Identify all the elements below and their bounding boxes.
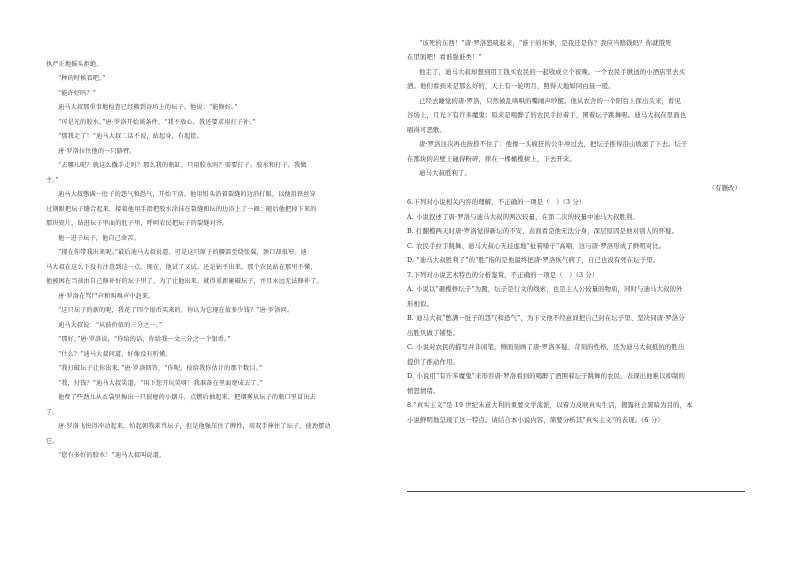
story-line: “能许好吗？” [58, 89, 97, 97]
story-line: 唐·罗洛在骂尸声和叫唤声中赶来。 [58, 292, 155, 300]
question-6-option-a: A. 小说叙述了唐·罗洛与迪马大叔的两次较量，在第二次的较量中迪马大叔胜利。 [407, 213, 640, 221]
story-line: 他费了些劲儿从衣袋里掏出一只很瘪的小烟斗，点燃后抽起来，把烟雾从坛子的瓶口里冒出去 [58, 394, 316, 401]
question-6-option-b: B. 打翻榄两天时唐·罗洛觉得新坛的不安，表面看是他无法分身，深层原因是他对别人的怀疑。 [407, 228, 679, 235]
question-8-stem: 8.“真实主义”是 19 世纪末意大利的重要文学流派，以着力反映真实生活，揭露社会黑暗为目的，本 [407, 402, 693, 409]
story-line: 酒。他们看到来是那么好的，天上有一轮明月，照得天地如同白昼一般。 [407, 83, 615, 90]
story-line: 唐·罗洛这次再也按捺不住了：他像一头疯狂的公牛冲过去，把坛子推得沿山坡滚了下去。坛子 [419, 141, 688, 148]
story-line: 唐·罗洛飞快得冲动起来，怕起朝我来骂坛子，但是他强压住了脾性，用双手捧住了坛子，使劲摆动 [58, 423, 331, 430]
story-line: 那块瓷片，钻进坛子里面的肚子里，呼呵农民把坛子的裂缝对齐。 [46, 220, 229, 227]
answer-line[interactable] [407, 491, 745, 492]
question-7-option-b: B. 迪马大叔“憋满一肚子的怨气和恐气”，为下文他不经意间把自己封在坛子里、坚决同唐·罗洛分 [407, 315, 685, 322]
story-line: 马大叔在这么下没有注意到这一点。现在，他试了又试，还是钻不出来。那个农民站在那里不懂， [46, 263, 317, 271]
story-line: “种的时候看吧。” [58, 75, 106, 82]
story-line: “什么？”迪马大叔问道，好像没有听懂。 [58, 350, 172, 358]
story-line: 已经去睡觉的唐·罗洛，只然被乱哄哄的嘴闹声吵醒。他从农舍的一个阳台上探出头来，看见 [419, 97, 681, 105]
story-line: 过钢眼把坛子缝合起来，接着他用手指把胶水涂抹在裂缝和坛的边沿上了一圈；随后他把掉下来的 [46, 205, 317, 213]
question-7-option-d: D. 小说用“有许多魔鬼”来形容唐·罗洛看到的喝醉了酒围着坛子跳舞的农民，表现出他难以抑制的 [407, 373, 686, 380]
story-line: 它。 [46, 437, 59, 445]
story-line: 主。” [46, 176, 59, 184]
story-line: 唐·罗洛拉住他的一只胳臂。 [58, 147, 136, 155]
story-line: “这只坛子的新的呢，我花了四个银币买来的。你认为它现在值多少钱？”唐·罗洛问。 [58, 307, 294, 314]
question-6-stem: 6.下列对小说相关内容的理解，不正确的一项是（ ）（3 分） [407, 199, 586, 206]
story-line: 在那块的岩壁上碰得粉碎，摔在一棵橄榄树上，下去开来。 [407, 155, 576, 163]
story-line: “那我走了！”迪马大叔二话不说，站起身，有起筐。 [58, 133, 203, 140]
story-line: 迪马大叔说：“从前价值的三分之一。” [58, 321, 163, 329]
story-line: “可是光的胶水，”唐·罗洛开始谈条件，“我不放心。我还要求用打子补。” [58, 118, 256, 126]
story-text-right [407, 37, 745, 429]
story-text-left [46, 58, 398, 464]
story-line: “现在你带我出来呢。”最后迪马大叔说道。可是这只原子的腰部至绕张翼，颈口却很窄。迪 [58, 249, 307, 256]
story-line: 谷场上，月光下有许多魔鬼；原来是喝醉了的农民手拉着手，围着坛子跳舞呢。迪马大叔在里面也 [407, 112, 687, 119]
question-7-option-c-cont: 提供了推动作用。 [407, 358, 459, 366]
question-7-option-a-cont: 形相似。 [407, 300, 433, 308]
story-line: 执严正地摇头拒绝。 [46, 60, 103, 68]
story-line: 他走了，迪马大叔却想到用工钱买农民的一起收成立个夜晚。一个农民手掀送的小酒店里去买 [419, 68, 686, 76]
story-line: “该死的东西！”唐·罗洛怒吼起来，“谁干的坏事，是我还是你？我应当赔钱吗？你就饿死 [419, 39, 672, 47]
source-note: （有删改） [708, 184, 741, 192]
story-line: 他被困在当前由自己修补好的坛子里了，为了让他出来，就得重新砸破坛子，并且永远无法修补了。 [46, 278, 323, 285]
story-line: 了。 [46, 408, 59, 416]
question-8-stem-cont: 小说鲜明地呈现了这一特点。请结合本小说内容，简要分析其“真实主义”的表现。（6 分） [407, 416, 664, 424]
story-line: 迪马大叔胜利了。 [419, 170, 471, 177]
story-line: “我打破坛子让你出来，”唐·罗洛回答，“你呢，按给我你估计的那个数目。” [58, 365, 263, 372]
story-line: 迪马大叔憋满一肚子的怨气和恐气，开始干活。他用铅头沿着裂缝的边沿打眼，以便用铁丝穿 [58, 191, 316, 198]
question-7-option-c: C. 小说对农民的描写并非闲笔，侧面刻画了唐·罗洛多疑、苛刻的性格，还为迪马大叔抵抗的胜出 [407, 344, 685, 351]
story-line: “去哪儿呢？就这么撒手走吗？那么我的瓶缸，只用胶水吗？需要打子。胶水和打子。我做 [58, 162, 307, 169]
story-line: “那好，”唐·罗洛说，“你给的话，你给我一文三分之一个银币。” [58, 336, 231, 343]
question-7-option-b-cont: 出胜负做了铺垫。 [407, 329, 459, 337]
question-7-option-a: A. 小说以“砸榄修坛子”为题，坛子是行文的线索，也是主人公较量的物质，同时与迪马大叔的外 [407, 286, 683, 293]
question-7-stem: 7.下列对小说艺术特色的分析鉴赏，不正确的一项是（ ）（3 分） [407, 271, 599, 279]
question-7-option-d-cont: 愤怒情绪。 [407, 387, 440, 395]
story-line: 在里面吧！看谁强谁类！” [407, 54, 482, 61]
story-line: 迪马大叔那重事地检查已经搬到谷坊上的坛子。他说：“能修好。” [58, 104, 238, 111]
story-line: “我，付钱？”迪马大叔笑道，“用下您开玩笑呀！我准备在里面宽成去了。” [58, 379, 264, 387]
story-line: “您有多好的胶水！”迪马大叔叫说道。 [58, 452, 166, 459]
story-line: 他一进子坛子，他自己命苦。 [58, 234, 140, 242]
story-line: 唱得可恶歌。 [407, 126, 446, 134]
question-6-option-c: C. 农民手拉手跳舞、迪马大叔心无挂虑地“扯着嗓子”高唱，这与唐·罗洛形成了鲜明对比。 [407, 242, 666, 250]
question-6-option-d: D. “迪马大叔胜利了”的“胜”指的是他最终把唐·罗洛恢气病了，自己也没有死在坛子里。 [407, 257, 660, 264]
